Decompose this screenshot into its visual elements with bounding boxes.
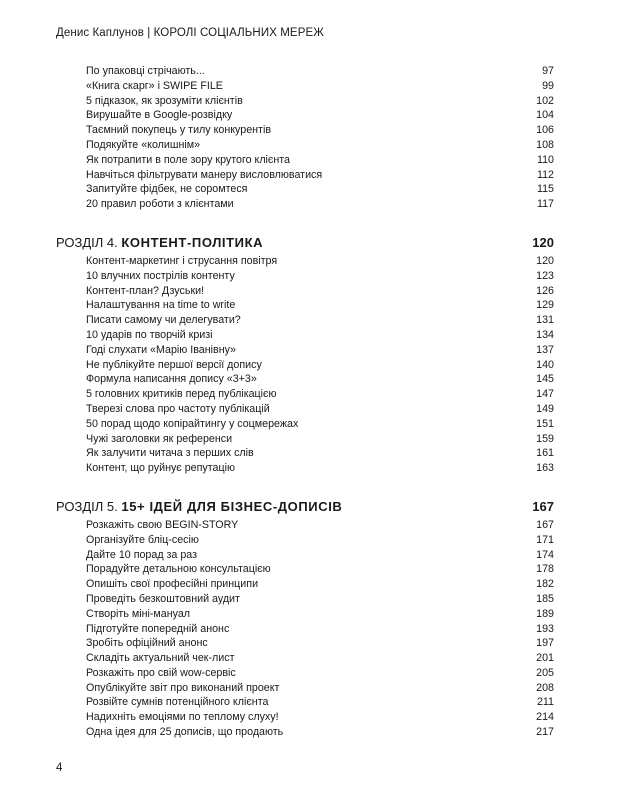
- toc-entry: [86, 622, 554, 637]
- entry-page: 145: [536, 373, 554, 386]
- entry-title: Не публікуйте першої версії допису: [86, 358, 262, 371]
- chapter-title: КОНТЕНТ-ПОЛІТИКА: [121, 234, 264, 250]
- chapter5-entries: [86, 518, 554, 740]
- toc-entry: [86, 328, 554, 343]
- toc-entry: [86, 313, 554, 328]
- toc-entry: [86, 636, 554, 651]
- toc-entry: [86, 197, 554, 212]
- entry-page: 140: [536, 358, 554, 371]
- toc-entry: [86, 94, 554, 109]
- entry-page: 211: [536, 696, 554, 709]
- entry-page: 99: [542, 79, 554, 92]
- entry-page: 217: [536, 726, 554, 739]
- entry-page: 208: [536, 681, 554, 694]
- toc-entry: [86, 577, 554, 592]
- entry-title: Таємний покупець у тилу конкурентів: [86, 124, 271, 137]
- entry-title: 10 ударів по творчій кризі: [86, 328, 213, 341]
- chapter4-entries: [86, 254, 554, 476]
- toc-entry: [86, 108, 554, 123]
- entry-title: Контент-маркетинг і струсання повітря: [86, 254, 278, 267]
- entry-page: 126: [536, 284, 554, 297]
- toc-entry: [86, 123, 554, 138]
- entry-title: 5 головних критиків перед публікацією: [86, 388, 277, 401]
- entry-title: 10 влучних пострілів контенту: [86, 269, 235, 282]
- entry-title: Порадуйте детальною консультацією: [86, 563, 271, 576]
- entry-title: Контент-план? Дзуськи!: [86, 284, 205, 297]
- chapter-label: РОЗДІЛ 4.: [56, 234, 118, 250]
- entry-title: Дайте 10 порад за раз: [86, 548, 198, 561]
- toc-entry: [86, 284, 554, 299]
- running-header: Денис Каплунов | КОРОЛІ СОЦІАЛЬНИХ МЕРЕЖ: [56, 27, 324, 39]
- entry-title: Організуйте бліц-сесію: [86, 533, 199, 546]
- entry-page: 214: [536, 711, 554, 724]
- entry-title: Запитуйте фідбек, не соромтеся: [86, 183, 248, 196]
- toc-entry: [86, 607, 554, 622]
- entry-title: Формула написання допису «3+3»: [86, 373, 257, 386]
- toc-entry: [86, 651, 554, 666]
- toc-entry: [86, 518, 554, 533]
- entry-title: Зробіть офіційний анонс: [86, 637, 208, 650]
- entry-page: 171: [536, 533, 554, 546]
- entry-page: 182: [536, 578, 554, 591]
- entry-title: 50 порад щодо копірайтингу у соцмережах: [86, 417, 299, 430]
- table-of-contents: [56, 64, 554, 740]
- toc-entry: [86, 681, 554, 696]
- entry-page: 174: [536, 548, 554, 561]
- toc-entry: [86, 153, 554, 168]
- entry-page: 197: [536, 637, 554, 650]
- entry-page: 163: [536, 462, 554, 475]
- entry-title: Налаштування на time to write: [86, 299, 236, 312]
- toc-entry: [86, 592, 554, 607]
- intro-entries: [86, 64, 554, 212]
- entry-title: Навчіться фільтрувати манеру висловлюватися: [86, 168, 323, 181]
- toc-entry: [86, 79, 554, 94]
- entry-title: Подякуйте «колишнім»: [86, 138, 201, 151]
- entry-title: Чужі заголовки як референси: [86, 432, 233, 445]
- entry-title: Як потрапити в поле зору крутого клієнта: [86, 153, 291, 166]
- entry-page: 123: [536, 269, 554, 282]
- entry-page: 112: [536, 168, 554, 181]
- toc-entry: [86, 168, 554, 183]
- toc-entry: [86, 387, 554, 402]
- entry-page: 102: [536, 94, 554, 107]
- toc-entry: [86, 548, 554, 563]
- entry-title: Опублікуйте звіт про виконаний проект: [86, 681, 280, 694]
- entry-page: 108: [536, 138, 554, 151]
- chapter-page: 120: [532, 234, 554, 250]
- entry-page: 189: [536, 607, 554, 620]
- entry-title: Надихніть емоціями по теплому слуху!: [86, 711, 279, 724]
- entry-page: 97: [542, 65, 554, 77]
- toc-entry: [86, 446, 554, 461]
- chapter-heading-4: [56, 232, 554, 254]
- entry-page: 167: [536, 518, 554, 531]
- entry-title: Складіть актуальний чек-лист: [86, 652, 235, 665]
- chapter-page: 167: [532, 498, 554, 514]
- entry-page: 205: [536, 666, 554, 679]
- entry-page: 131: [536, 314, 554, 327]
- entry-page: 104: [536, 109, 554, 122]
- entry-page: 149: [536, 402, 554, 415]
- entry-title: Проведіть безкоштовний аудит: [86, 592, 240, 605]
- entry-title: Опишіть свої професійні принципи: [86, 578, 259, 591]
- toc-entry: [86, 562, 554, 577]
- toc-entry: [86, 461, 554, 476]
- toc-entry: [86, 695, 554, 710]
- entry-title: «Книга скарг» і SWIPE FILE: [86, 79, 223, 92]
- entry-page: 178: [536, 563, 554, 576]
- entry-title: Контент, що руйнує репутацію: [86, 462, 235, 475]
- page-number: 4: [56, 762, 63, 774]
- entry-page: 159: [536, 432, 554, 445]
- toc-entry: [86, 533, 554, 548]
- toc-entry: [86, 417, 554, 432]
- entry-title: Тверезі слова про частоту публікацій: [86, 402, 270, 415]
- entry-page: 137: [536, 343, 554, 356]
- toc-entry: [86, 372, 554, 387]
- entry-title: Як залучити читача з перших слів: [86, 447, 254, 460]
- entry-page: 147: [536, 388, 554, 401]
- entry-title: Підготуйте попередній анонс: [86, 622, 230, 635]
- entry-page: 117: [536, 198, 554, 211]
- toc-entry: [86, 725, 554, 740]
- chapter-title: 15+ ІДЕЙ ДЛЯ БІЗНЕС-ДОПИСІВ: [121, 498, 343, 514]
- entry-page: 193: [536, 622, 554, 635]
- entry-title: 20 правил роботи з клієнтами: [86, 198, 234, 211]
- entry-title: По упаковці стрічають...: [86, 65, 205, 77]
- entry-title: Розкажіть про свій wow-сервіс: [86, 666, 236, 679]
- entry-page: 110: [536, 153, 554, 166]
- entry-page: 106: [536, 124, 554, 137]
- entry-title: Розкажіть свою BEGIN-STORY: [86, 518, 239, 531]
- entry-title: Розвійте сумнів потенційного клієнта: [86, 696, 269, 709]
- entry-page: 129: [536, 299, 554, 312]
- entry-page: 201: [536, 652, 554, 665]
- toc-entry: [86, 298, 554, 313]
- entry-title: Одна ідея для 25 дописів, що продають: [86, 726, 284, 739]
- toc-entry: [86, 358, 554, 373]
- toc-entry: [86, 182, 554, 197]
- entry-title: Вирушайте в Google-розвідку: [86, 109, 233, 122]
- entry-title: Створіть міні-мануал: [86, 607, 191, 620]
- chapter-heading-5: [56, 496, 554, 518]
- entry-title: 5 підказок, як зрозуміти клієнтів: [86, 94, 243, 107]
- entry-title: Годі слухати «Марію Іванівну»: [86, 343, 236, 356]
- toc-entry: [86, 343, 554, 358]
- entry-title: Писати самому чи делегувати?: [86, 314, 241, 327]
- toc-entry: [86, 269, 554, 284]
- toc-entry: [86, 710, 554, 725]
- entry-page: 115: [536, 183, 554, 196]
- entry-page: 151: [536, 417, 554, 430]
- toc-entry: [86, 402, 554, 417]
- toc-entry: [86, 254, 554, 269]
- entry-page: 161: [536, 447, 554, 460]
- toc-entry: [86, 138, 554, 153]
- toc-entry: [86, 64, 554, 79]
- entry-page: 185: [536, 592, 554, 605]
- toc-entry: [86, 432, 554, 447]
- toc-entry: [86, 666, 554, 681]
- entry-page: 120: [536, 254, 554, 267]
- entry-page: 134: [536, 328, 554, 341]
- chapter-label: РОЗДІЛ 5.: [56, 498, 118, 514]
